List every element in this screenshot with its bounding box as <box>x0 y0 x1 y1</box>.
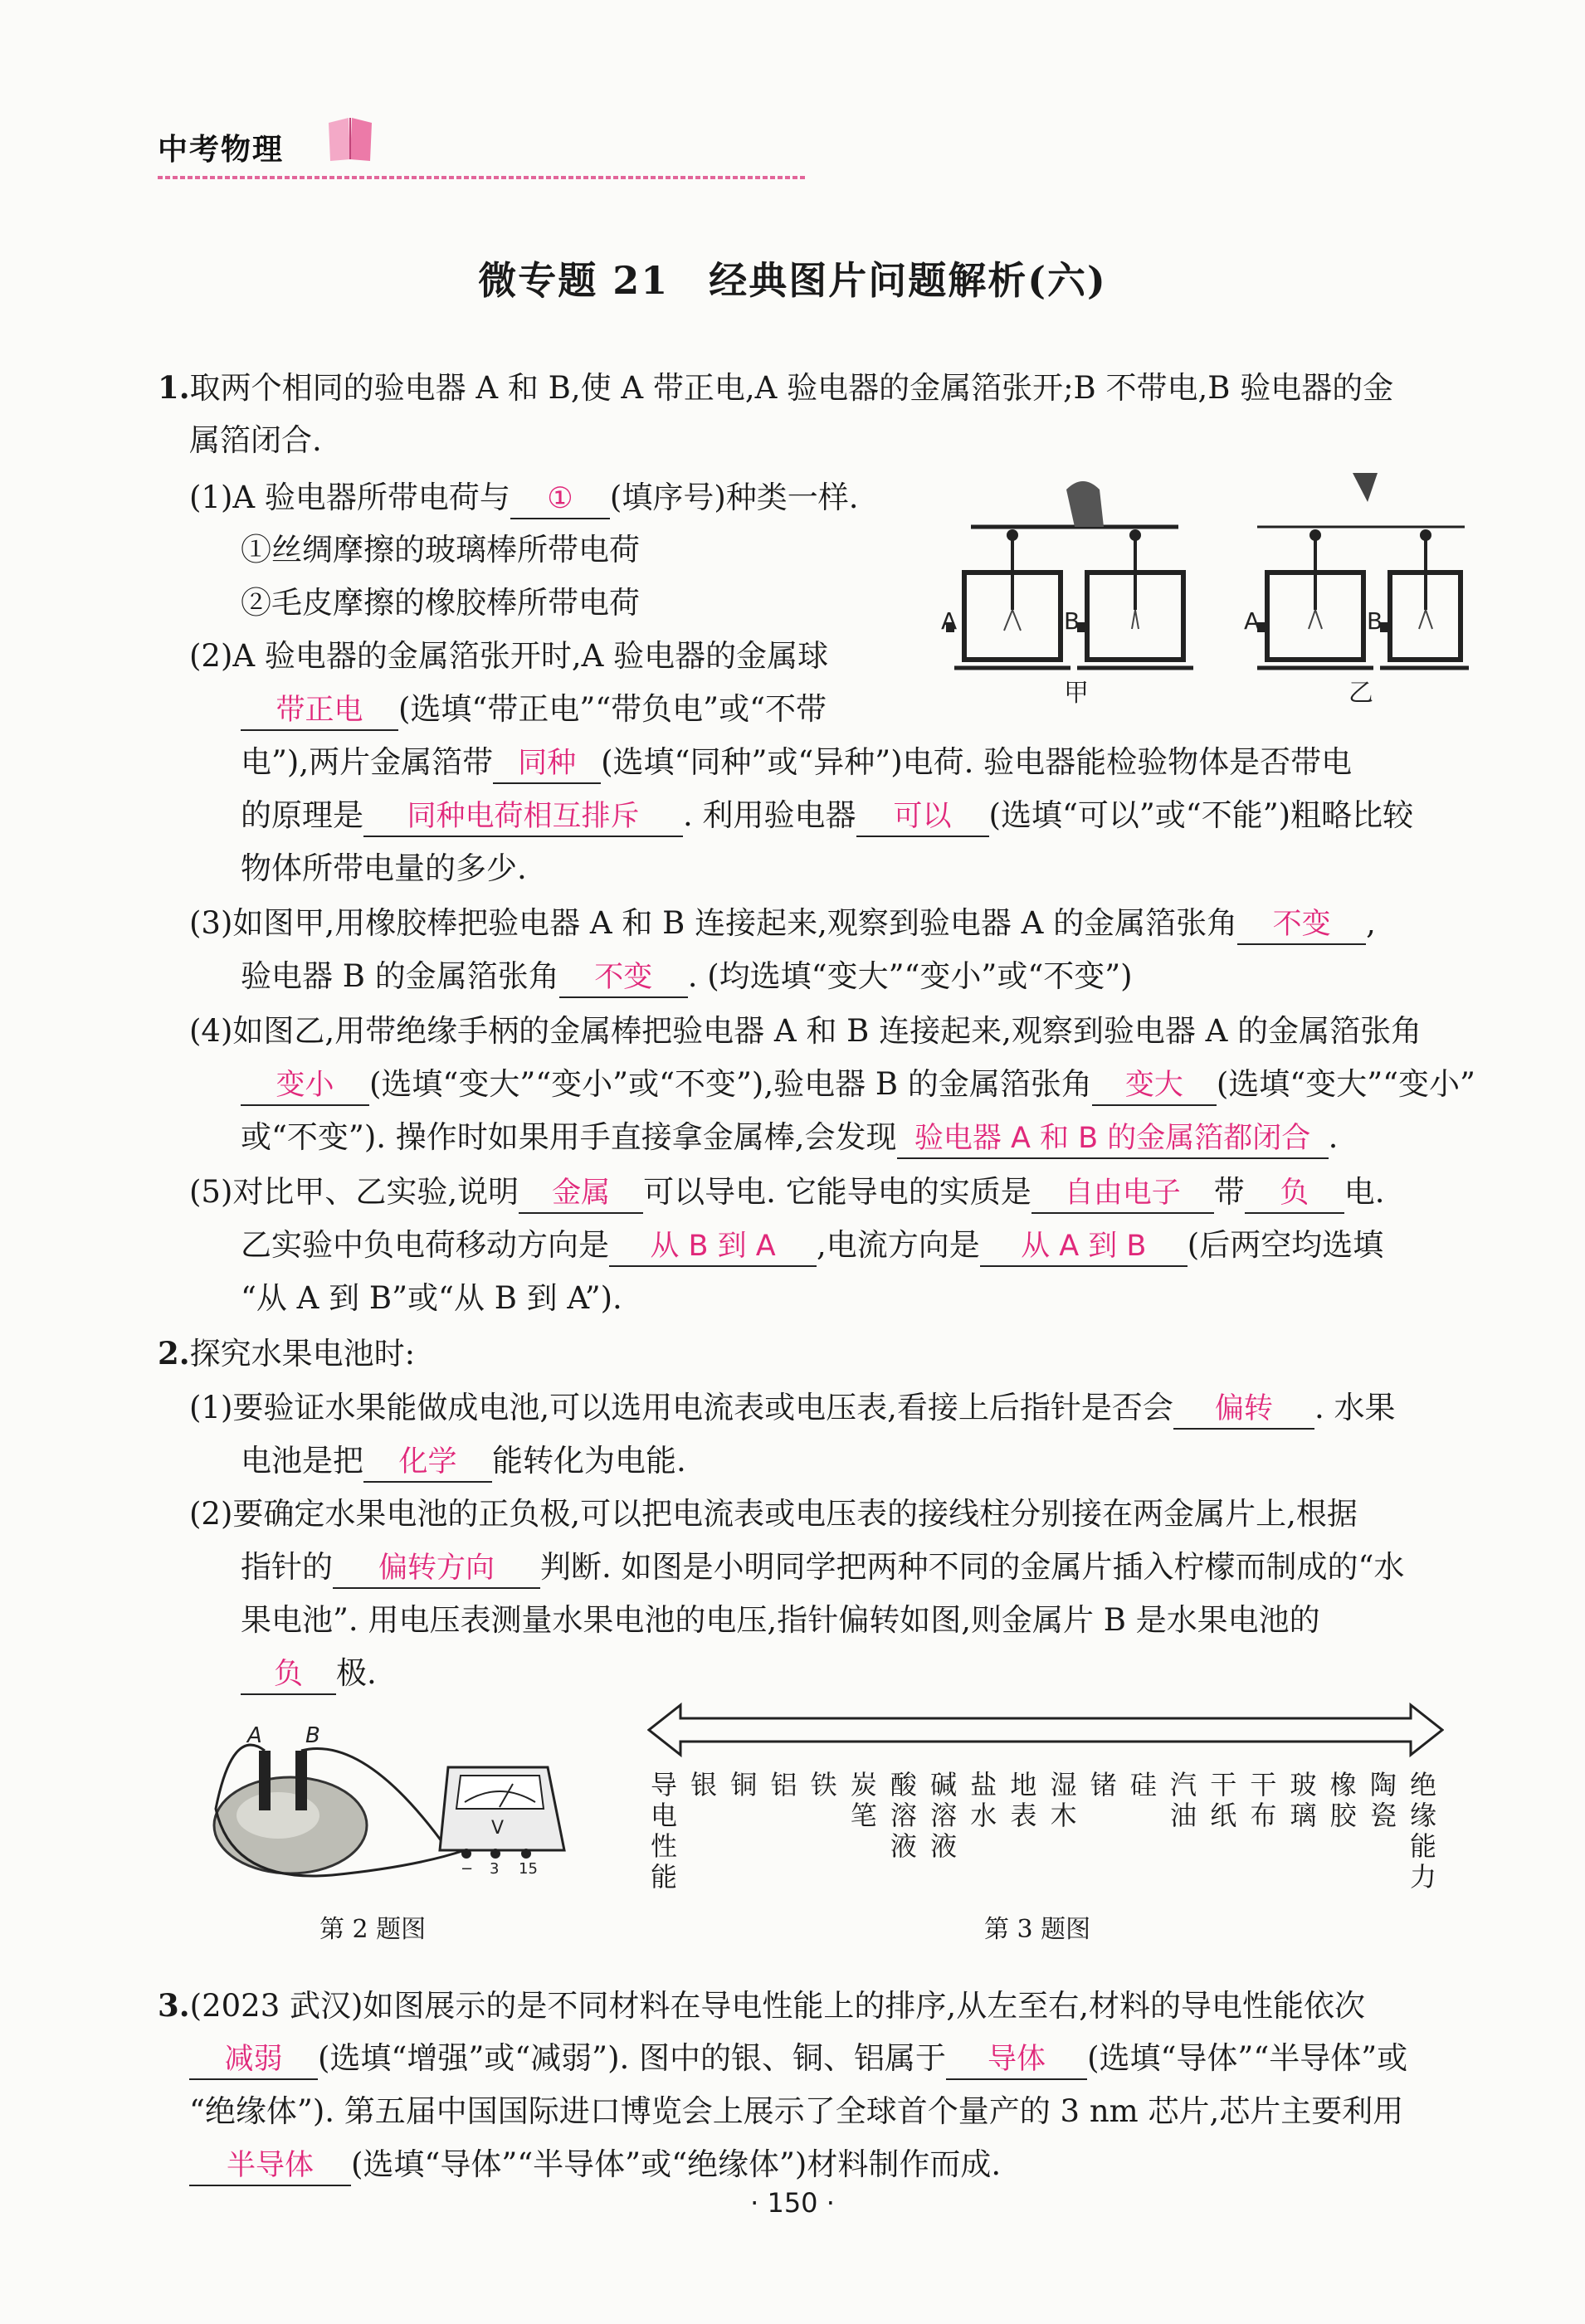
answer-blank[interactable]: 从 B 到 A <box>609 1227 817 1267</box>
answer-blank[interactable]: 从 A 到 B <box>980 1227 1188 1267</box>
answer-blank[interactable]: 不变 <box>559 958 688 998</box>
q1-part2-line2: 带正电 (选填“带正电”“带负电”或“不带 <box>241 689 827 731</box>
label-b: B <box>1367 607 1383 635</box>
answer-blank[interactable]: 负 <box>241 1655 336 1695</box>
q3-line-1: 3.(2023 武汉)如图展示的是不同材料在导电性能上的排序,从左至右,材料的导电性能依次 <box>158 1987 1365 2024</box>
q2-part2-line4: 负 极. <box>241 1653 377 1695</box>
meter-terminal: 15 <box>519 1860 538 1878</box>
answer-blank[interactable]: 半导体 <box>189 2146 351 2186</box>
material-label: 银 <box>690 1769 718 1800</box>
q1-part5-line2: 乙实验中负电荷移动方向是 从 B 到 A ,电流方向是 从 A 到 B (后两空均选填 <box>241 1225 1383 1267</box>
q2-part2-line1: (2)要确定水果电池的正负极,可以把电流表或电压表的接线柱分别接在两金属片上,根据 <box>189 1496 1358 1532</box>
material-label: 地 表 <box>1010 1769 1037 1831</box>
q3-line-3: “绝缘体”). 第五届中国国际进口博览会上展示了全球首个量产的 3 nm 芯片,芯片主要利用 <box>189 2093 1404 2129</box>
material-label: 湿 木 <box>1050 1769 1077 1831</box>
label-b: B <box>1064 607 1080 635</box>
q2-part1-line1: (1)要验证水果能做成电池,可以选用电流表或电压表,看接上后指针是否会 偏转 . 水果 <box>189 1387 1395 1430</box>
answer-blank[interactable]: 变小 <box>241 1066 369 1106</box>
material-label: 铁 <box>810 1769 837 1800</box>
material-label: 铝 <box>770 1769 797 1800</box>
label-a: A <box>1244 607 1261 635</box>
q1-part4-line1: (4)如图乙,用带绝缘手柄的金属棒把验电器 A 和 B 连接起来,观察到验电器 A 的金属箔张角 <box>189 1013 1422 1049</box>
q1-part4-line3: 或“不变”). 操作时如果用手直接拿金属棒,会发现 验电器 A 和 B 的金属箔都闭合 . <box>241 1117 1338 1159</box>
q1-part3-line1: (3)如图甲,用橡胶棒把验电器 A 和 B 连接起来,观察到验电器 A 的金属箔张角 不变 , <box>189 903 1376 945</box>
q1-line-1 <box>158 367 1393 409</box>
answer-blank[interactable]: ① <box>510 480 610 519</box>
answer-blank[interactable]: 不变 <box>1237 905 1366 945</box>
q1-part2-line4: 的原理是 同种电荷相互排斥 . 利用验电器 可以 (选填“可以”或“不能”)粗略比较 <box>241 795 1413 837</box>
material-label: 汽 油 <box>1170 1769 1197 1831</box>
meter-terminal: − <box>461 1860 474 1878</box>
answer-blank[interactable]: 偏转 <box>1173 1390 1314 1430</box>
q3-line-4: 半导体 (选填“导体”“半导体”或“绝缘体”)材料制作而成. <box>189 2144 1001 2186</box>
q1-line-2: 属箔闭合. <box>189 422 322 458</box>
q1-option-1: ①丝绸摩擦的玻璃棒所带电荷 <box>241 532 640 568</box>
electroscope-figure <box>929 465 1469 714</box>
q1-part2-line5: 物体所带电量的多少. <box>241 850 527 886</box>
answer-blank[interactable]: 变大 <box>1092 1066 1217 1106</box>
question-number: 1. <box>158 369 190 406</box>
answer-blank[interactable]: 自由电子 <box>1031 1174 1214 1214</box>
material-label: 炭 笔 <box>850 1769 877 1831</box>
q1-part1: (1)A 验电器所带电荷与 ① (填序号)种类一样. <box>189 477 859 519</box>
answer-blank[interactable]: 金属 <box>519 1174 643 1214</box>
material-label: 陶 瓷 <box>1369 1769 1397 1831</box>
q1-part3-line2: 验电器 B 的金属箔张角 不变 . (均选填“变大”“变小”或“不变”) <box>241 956 1133 998</box>
question-number: 2. <box>158 1335 190 1372</box>
page-number: · 150 · <box>750 2187 835 2219</box>
q1-option-2: ②毛皮摩擦的橡胶棒所带电荷 <box>241 585 640 621</box>
svg-text:A: A <box>247 1723 262 1748</box>
material-label: 锗 <box>1090 1769 1117 1800</box>
material-label: 铜 <box>730 1769 758 1800</box>
q1-part2-line3: 电”),两片金属箔带 同种 (选填“同种”或“异种”)电荷. 验电器能检验物体是否带电 <box>241 742 1352 784</box>
material-label: 硅 <box>1129 1769 1157 1800</box>
figure-2-caption: 第 2 题图 <box>319 1915 427 1944</box>
material-label: 干 布 <box>1250 1769 1277 1831</box>
meter-terminal: 3 <box>490 1860 500 1878</box>
conductivity-label: 导 电 性 能 <box>650 1769 677 1893</box>
material-label: 橡 胶 <box>1329 1769 1357 1831</box>
material-label: 盐 水 <box>970 1769 997 1831</box>
answer-blank[interactable]: 验电器 A 和 B 的金属箔都闭合 <box>897 1119 1329 1159</box>
answer-blank[interactable]: 负 <box>1245 1174 1344 1214</box>
question-number: 3. <box>158 1987 190 2024</box>
answer-blank[interactable]: 化学 <box>363 1443 492 1483</box>
q2-part2-line3: 果电池”. 用电压表测量水果电池的电压,指针偏转如图,则金属片 B 是水果电池的 <box>241 1602 1320 1638</box>
answer-blank[interactable]: 导体 <box>946 2040 1087 2080</box>
q1-part5-line3: “从 A 到 B”或“从 B 到 A”). <box>241 1280 622 1316</box>
material-label: 碱 溶 液 <box>930 1769 958 1862</box>
svg-text:B: B <box>305 1723 320 1748</box>
answer-blank[interactable]: 减弱 <box>189 2040 318 2080</box>
q1-stem: 取两个相同的验电器 A 和 B,使 A 带正电,A 验电器的金属箔张开;B 不带电,B 验电器的金 <box>189 370 1394 406</box>
answer-blank[interactable]: 同种 <box>493 744 601 784</box>
figure-3-caption: 第 3 题图 <box>984 1915 1091 1944</box>
material-label: 干 纸 <box>1210 1769 1237 1831</box>
book-series-label: 中考物理 <box>158 133 285 167</box>
material-label: 酸 溶 液 <box>890 1769 917 1862</box>
q1-part2-line1: (2)A 验电器的金属箔张开时,A 验电器的金属球 <box>189 638 829 674</box>
voltmeter-label: V <box>491 1818 505 1839</box>
answer-blank[interactable]: 同种电荷相互排斥 <box>363 797 683 837</box>
q1-part5-line1: (5)对比甲、乙实验,说明 金属 可以导电. 它能导电的实质是 自由电子 带 负 电. <box>189 1172 1384 1214</box>
label-a: A <box>941 607 958 635</box>
figure-label-yi: 乙 <box>1348 679 1373 708</box>
q3-line-2: 减弱 (选填“增强”或“减弱”). 图中的银、铜、铝属于 导体 (选填“导体”“半导体”或 <box>189 2038 1407 2080</box>
insulation-label: 绝 缘 能 力 <box>1409 1769 1436 1893</box>
answer-blank[interactable]: 可以 <box>856 797 989 837</box>
book-icon <box>325 114 375 163</box>
q2-part1-line2: 电池是把 化学 能转化为电能. <box>241 1440 686 1483</box>
material-label: 玻 璃 <box>1290 1769 1317 1831</box>
q1-part4-line2: 变小 (选填“变大”“变小”或“不变”),验电器 B 的金属箔张角 变大 (选填“变大”“变小” <box>241 1064 1475 1106</box>
double-arrow <box>647 1697 1444 1763</box>
answer-blank[interactable]: 偏转方向 <box>333 1549 540 1589</box>
q2-line-0: 2.探究水果电池时: <box>158 1335 416 1372</box>
answer-blank[interactable]: 带正电 <box>241 691 398 731</box>
q2-part2-line2: 指针的 偏转方向 判断. 如图是小明同学把两种不同的金属片插入柠檬而制成的“水 <box>241 1547 1404 1589</box>
page-title: 微专题 21 经典图片问题解析(六) <box>478 258 1107 303</box>
header-rule <box>158 176 807 179</box>
figure-label-jia: 甲 <box>1064 679 1089 708</box>
lemon-battery-figure <box>199 1709 581 1892</box>
